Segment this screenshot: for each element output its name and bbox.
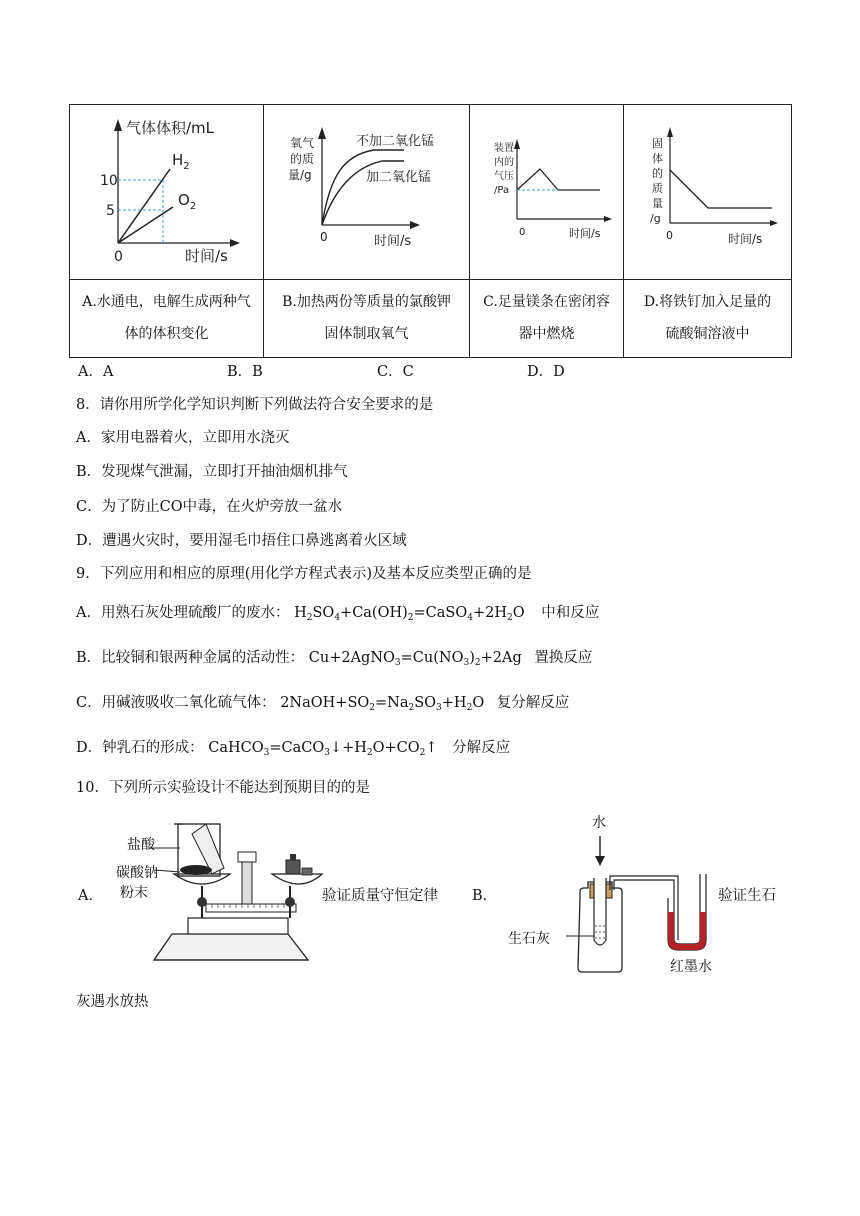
graph-b-cell [264,105,470,280]
q8-option-d: D．遭遇火灾时，要用湿毛巾捂住口鼻逃离着火区域 [76,533,407,549]
graph-d-origin: 0 [666,229,673,242]
q7-option-c: C．C [377,364,414,380]
q9-stem: 9．下列应用和相应的原理(用化学方程式表示)及基本反应类型正确的是 [76,566,532,582]
q9-option-c-equation: $2NaOH+SO_2=Na_2SO_3+H_2O$ [280,695,485,713]
caption-a [70,280,264,358]
q7-option-a: A．A [78,364,114,380]
caption-a-line1: A.水通电，电解生成两种气 [82,294,251,310]
graph-a-ytick-5: 5 [106,203,115,219]
graph-c-ylabel-4: /Pa [494,185,510,196]
q10-b-text-continued: 灰遇水放热 [76,994,149,1010]
graph-d-ylabel-6: /g [650,212,661,225]
graph-d-xlabel: 时间/s [728,232,763,246]
graph-a-cell [70,105,264,280]
q9-option-d-text: D．钟乳石的形成： [76,740,204,756]
q10-b-label: B． [472,888,498,904]
graph-d-ylabel-3: 的 [652,167,663,180]
graph-a-series-o2: $O_2$ [178,191,197,212]
q9-option-b [76,648,592,673]
q10-a-label: A． [78,888,103,904]
q9-option-a-equation: $H_2SO_4+Ca(OH)_2=CaSO_4+2H_2O$ [294,605,525,623]
graph-d-ylabel-1: 固 [652,137,663,150]
caption-d-line1: D.将铁钉加入足量的 [643,294,772,310]
q10-stem: 10．下列所示实验设计不能达到预期目的的是 [76,780,370,796]
graph-c-origin: 0 [519,227,526,238]
graph-b-xlabel: 时间/s [374,234,412,249]
q9-option-a-text: A．用熟石灰处理硫酸厂的废水： [76,605,290,621]
q9-option-c-text: C．用碱液吸收二氧化硫气体： [76,695,276,711]
graph-d-ylabel-4: 质 [652,182,663,195]
q9-option-d-type: 分解反应 [452,740,511,756]
graph-b-series-1: 不加二氧化锰 [356,134,435,149]
graph-d-cell [624,105,792,280]
graph-a-xlabel: 时间/s [185,247,228,265]
label-powder: 粉末 [120,885,148,901]
caption-b-line2: 固体制取氧气 [324,326,409,342]
caption-d-line2: 硫酸铜溶液中 [665,326,750,342]
q7-option-d: D．D [527,364,565,380]
label-quicklime: 生石灰 [508,931,550,947]
label-hydrochloric-acid: 盐酸 [127,837,155,853]
q7-graph-table [69,104,792,358]
q8-stem: 8．请你用所学化学知识判断下列做法符合安全要求的是 [76,397,434,413]
q7-option-b: B．B [227,364,263,380]
q9-option-a [76,603,599,628]
graph-d [624,105,791,275]
graph-c-ylabel-3: 气压 [494,171,514,182]
graph-d-ylabel-2: 体 [652,152,663,165]
q10-b-text: 验证生石 [718,888,776,904]
graph-a-origin: 0 [114,249,123,265]
q9-option-b-equation: $Cu+2AgNO_3=Cu(NO_3)_2+2Ag$ [308,650,522,668]
graph-b-ylabel-1: 氧气 [290,136,315,150]
caption-c [470,280,624,358]
graph-b-origin: 0 [320,230,328,244]
graph-b [264,105,469,275]
q10-a-text: 验证质量守恒定律 [322,888,438,904]
q9-option-c-type: 复分解反应 [496,695,570,711]
q9-option-b-text: B．比较铜和银两种金属的活动性： [76,650,305,666]
q8-option-a: A．家用电器着火，立即用水浇灭 [76,430,290,446]
graph-c [470,105,623,275]
graph-a-series-h2: $H_2$ [172,151,190,172]
graph-a [70,105,263,275]
graph-b-series-2: 加二氧化锰 [366,170,432,185]
graph-a-ylabel: 气体体积/mL [126,119,215,137]
graph-a-ytick-10: 10 [100,173,118,189]
graph-b-ylabel-3: 量/g [288,168,312,182]
graph-c-xlabel: 时间/s [569,227,601,240]
graph-c-ylabel-1: 装置 [494,143,514,154]
q9-option-a-type: 中和反应 [541,605,600,621]
q8-option-c: C．为了防止CO中毒，在火炉旁放一盆水 [76,499,343,515]
caption-b-line1: B.加热两份等质量的氯酸钾 [282,294,451,310]
label-red-ink: 红墨水 [670,959,712,975]
q9-option-c [76,693,569,718]
caption-d [624,280,792,358]
label-sodium-carbonate: 碳酸钠 [116,865,158,881]
graph-c-cell [470,105,624,280]
caption-c-line1: C.足量镁条在密闭容 [483,294,610,310]
q9-option-b-type: 置换反应 [534,650,593,666]
caption-b [264,280,470,358]
q9-option-d-equation: $CaHCO_3=CaCO_3↓+H_2O+CO_2↑$ [208,740,438,758]
label-water: 水 [592,815,606,831]
graph-c-ylabel-2: 内的 [494,157,514,168]
graph-b-ylabel-2: 的质 [290,152,315,166]
q9-option-d [76,738,510,763]
caption-c-line2: 器中燃烧 [518,326,575,342]
q8-option-b: B．发现煤气泄漏，立即打开抽油烟机排气 [76,464,348,480]
caption-a-line2: 体的体积变化 [124,326,209,342]
graph-d-ylabel-5: 量 [652,197,663,210]
quicklime-apparatus [500,808,720,978]
